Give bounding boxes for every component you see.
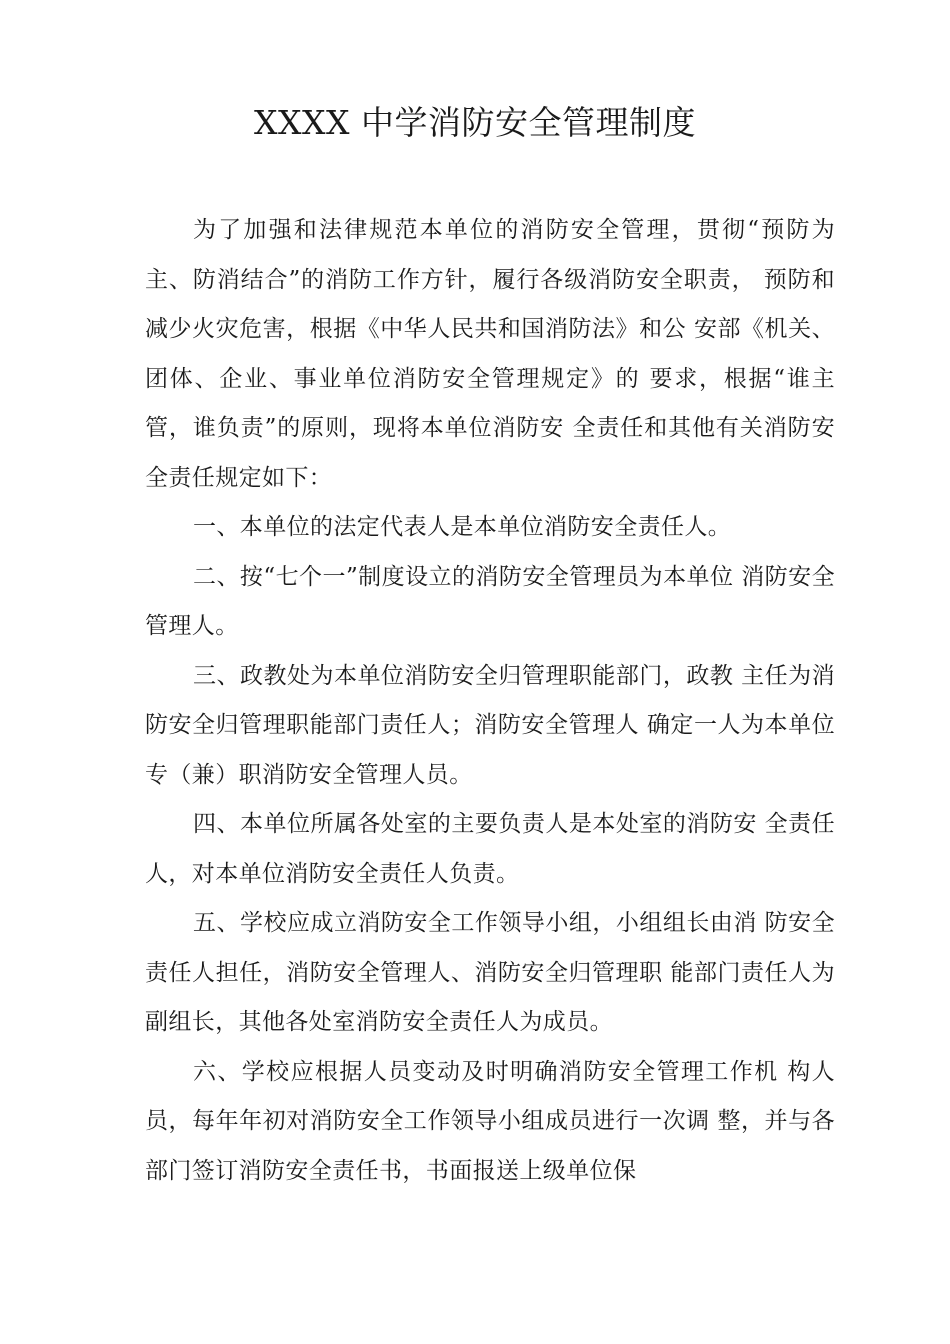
clause-paragraph-3: 三、政教处为本单位消防安全归管理职能部门，政教 主任为消防安全归管理职能部门责任人；消防安全管理人 确定一人为本单位专（兼）职消防安全管理人员。 bbox=[145, 662, 835, 788]
clause-paragraph-6: 六、学校应根据人员变动及时明确消防安全管理工作机 构人员，每年年初对消防安全工作领导小组成员进行一次调 整，并与各部门签订消防安全责任书，书面报送上级单位保 bbox=[145, 1058, 835, 1184]
intro-paragraph: 为了加强和法律规范本单位的消防安全管理，贯彻“预防为主、防消结合”的消防工作方针，履行各级消防安全职责， 预防和减少火灾危害，根据《中华人民共和国消防法》和公 安部《机关、团体、企业、事业单位消防安全管理规定》的 要求，根据“谁主管，谁负责”的原则，现将本单位消防安 全责任和其他有关消防安全责任规定如下： bbox=[145, 217, 835, 491]
document-title: XXXX 中学消防安全管理制度 bbox=[254, 103, 696, 142]
clause-paragraph-1: 一、本单位的法定代表人是本单位消防安全责任人。 bbox=[193, 514, 732, 540]
clause-paragraph-5: 五、学校应成立消防安全工作领导小组，小组组长由消 防安全责任人担任，消防安全管理人、消防安全归管理职 能部门责任人为副组长，其他各处室消防安全责任人为成员。 bbox=[145, 910, 835, 1035]
clause-paragraph-2: 二、按“七个一”制度设立的消防安全管理员为本单位 消防安全管理人。 bbox=[145, 563, 835, 639]
document-body bbox=[145, 206, 835, 1196]
clause-paragraph-4: 四、本单位所属各处室的主要负责人是本处室的消防安 全责任人，对本单位消防安全责任人负责。 bbox=[145, 811, 835, 887]
